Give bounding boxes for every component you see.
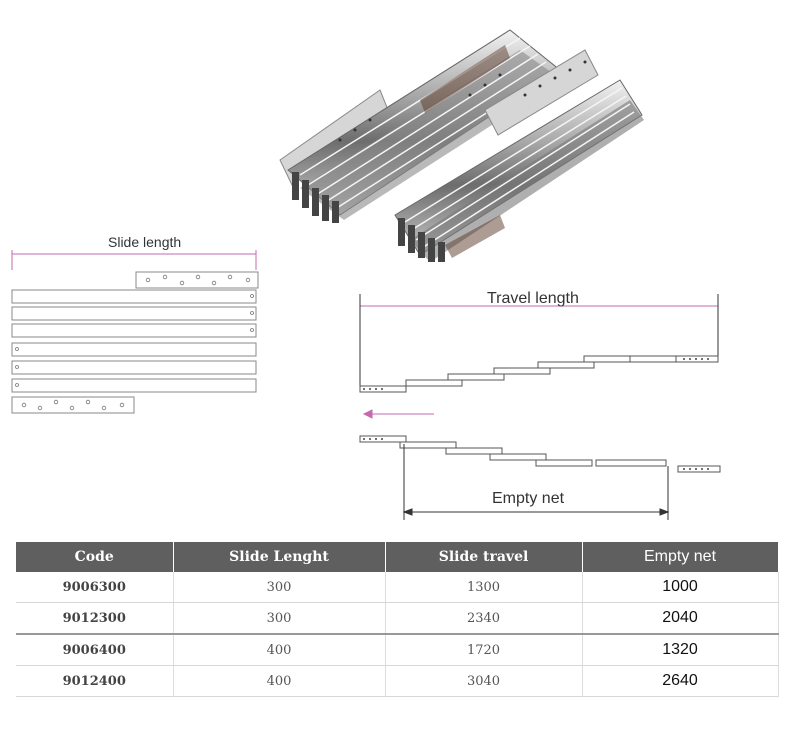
cell-empty-net: 1000: [582, 572, 778, 603]
header-code: Code: [16, 542, 173, 572]
cell-empty-net: 2040: [582, 603, 778, 635]
slide-length-label: Slide length: [108, 234, 182, 250]
cell-slide-travel: 2340: [385, 603, 582, 635]
cell-slide-length: 300: [173, 572, 385, 603]
slide-length-dimension: [12, 250, 256, 270]
table-header-row: [16, 542, 778, 572]
header-slide-length: Slide Lenght: [173, 542, 385, 572]
cell-empty-net: 2640: [582, 666, 778, 697]
travel-length-label: Travel length: [487, 290, 579, 307]
table-row: [16, 572, 778, 603]
table-row: [16, 603, 778, 635]
extension-diagram: [350, 284, 750, 524]
empty-net-label: Empty net: [492, 490, 565, 507]
cell-slide-travel: 1300: [385, 572, 582, 603]
cell-slide-travel: 3040: [385, 666, 582, 697]
cell-code: 9006300: [16, 572, 173, 603]
cell-code: 9012400: [16, 666, 173, 697]
cell-slide-length: 300: [173, 603, 385, 635]
cell-code: 9006400: [16, 634, 173, 666]
product-photo: [270, 0, 650, 290]
table-row: [16, 666, 778, 697]
cell-code: 9012300: [16, 603, 173, 635]
header-slide-travel: Slide travel: [385, 542, 582, 572]
spec-table: [16, 542, 779, 697]
slide-stack-diagram: [0, 230, 270, 420]
cell-slide-length: 400: [173, 666, 385, 697]
cell-slide-length: 400: [173, 634, 385, 666]
direction-arrow: [364, 410, 434, 418]
table-row: [16, 634, 778, 666]
mount-bracket-bottom: [12, 397, 134, 413]
cell-empty-net: 1320: [582, 634, 778, 666]
mount-bracket-top: [136, 272, 258, 288]
header-empty-net: Empty net: [582, 542, 778, 572]
cell-slide-travel: 1720: [385, 634, 582, 666]
